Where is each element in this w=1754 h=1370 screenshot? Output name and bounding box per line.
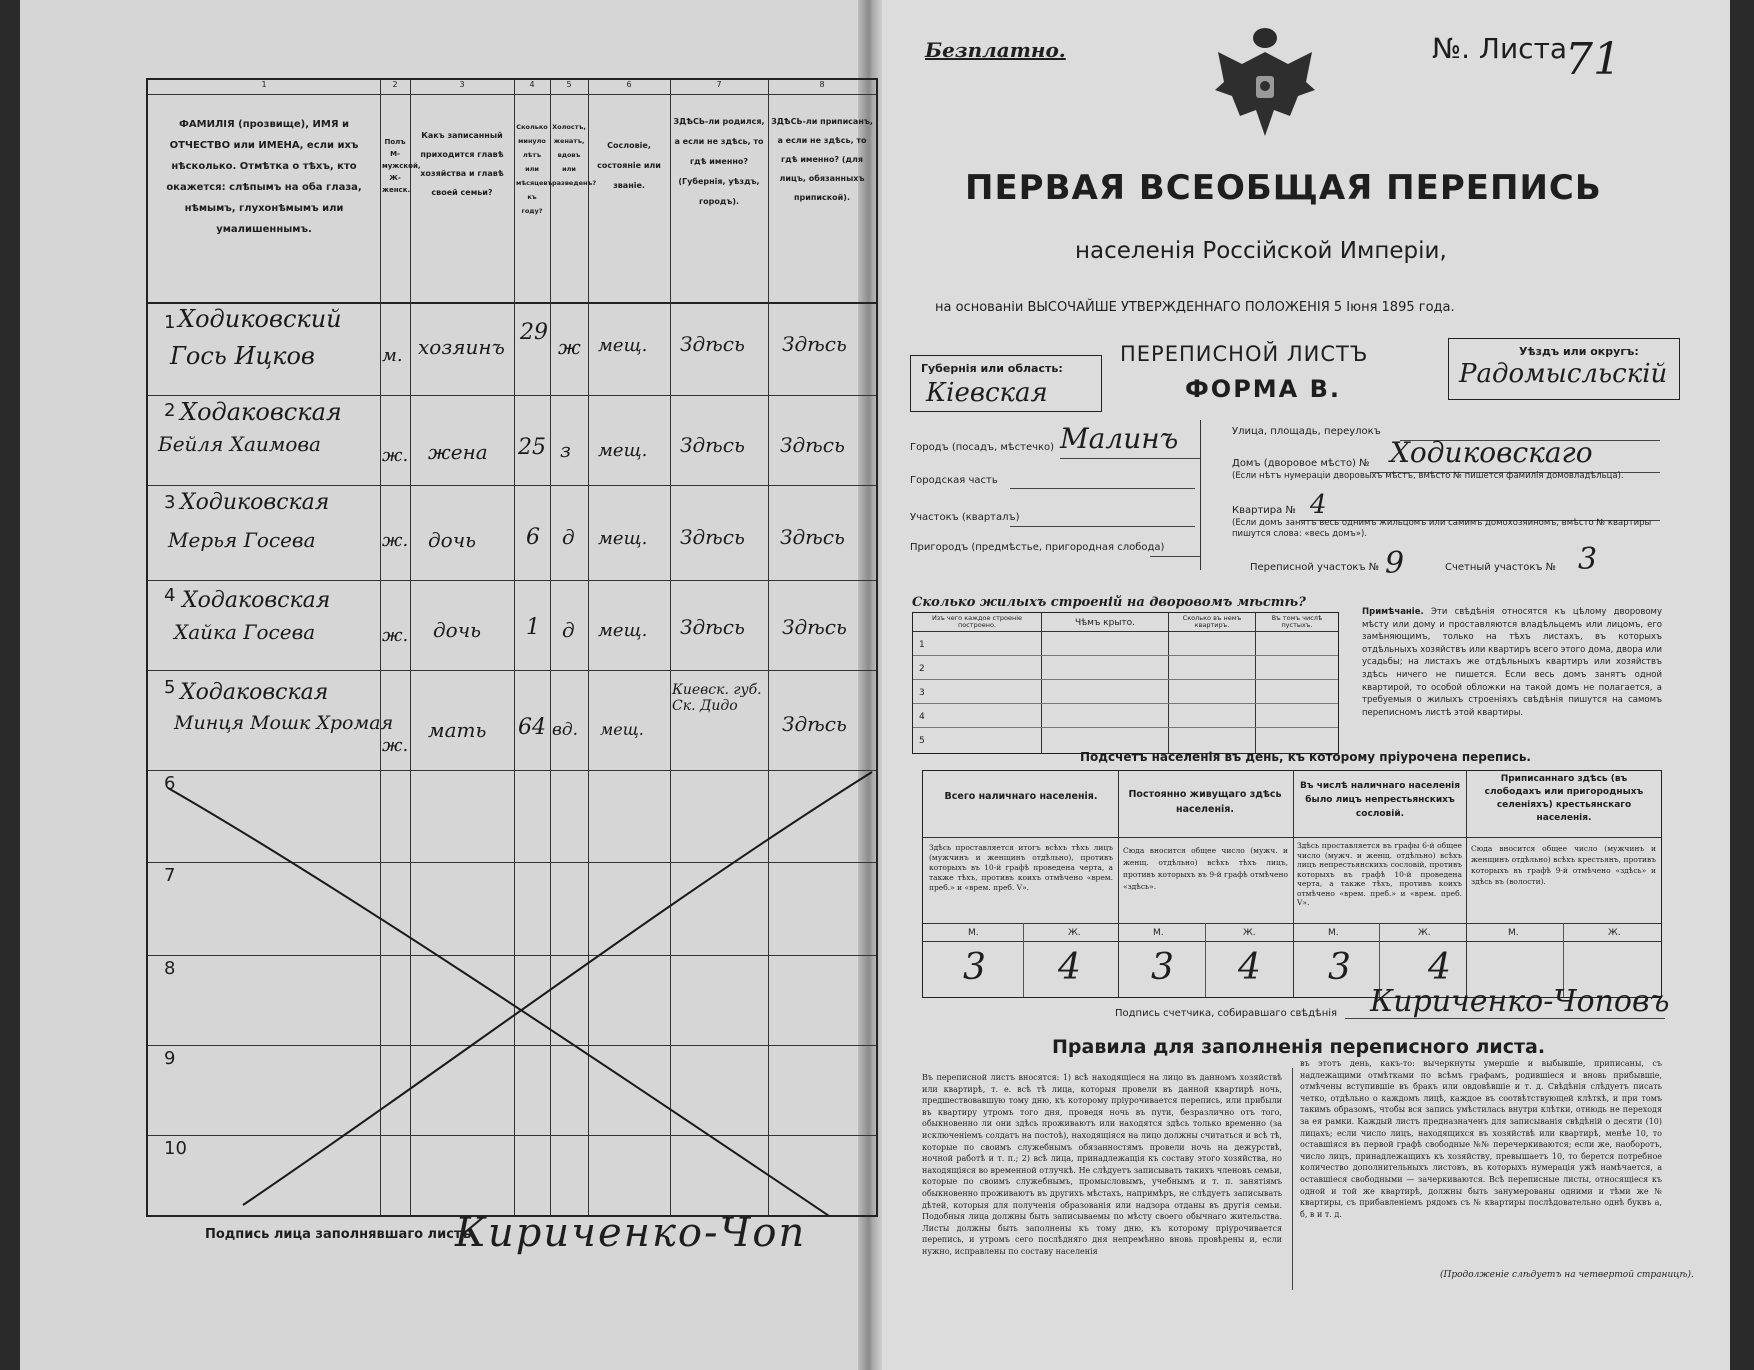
buildings-note <box>1362 606 1662 719</box>
uezd-label: Уѣздъ или округъ: <box>1519 345 1639 358</box>
signature-label: Подпись лица заполнявшаго листъ <box>205 1227 472 1242</box>
document-subtitle: населенія Россійской Имперіи, <box>1075 238 1447 264</box>
schetny-uchastok-value: 3 <box>1578 542 1598 577</box>
document-title: ПЕРВАЯ ВСЕОБЩАЯ ПЕРЕПИСЬ <box>965 168 1602 208</box>
col-number-7: 7 <box>716 80 722 89</box>
row-3-surname: Ходиковская <box>180 490 330 515</box>
buildings-header-apartments: Сколько въ немъ квартиръ. <box>1182 614 1242 629</box>
row-2-surname: Ходаковская <box>180 398 342 426</box>
buildings-row-4: 4 <box>919 712 925 722</box>
count-title: Подсчетъ населенія въ день, къ которому пріурочена перепись. <box>1080 750 1531 764</box>
row-3-estate: мещ. <box>598 528 648 549</box>
row-5-registered: Здѣсь <box>782 712 847 736</box>
row-5-sex: ж. <box>382 735 409 756</box>
row-1-relation: хозяинъ <box>418 335 505 359</box>
row-4-surname: Ходаковская <box>182 588 331 613</box>
row-2-given-name: Бейля Хаимова <box>158 432 321 456</box>
count-col3-m-value: 3 <box>1328 947 1351 988</box>
row-4-sex: ж. <box>382 625 409 646</box>
row-1-marital: ж <box>558 335 581 359</box>
row-2-registered: Здѣсь <box>780 433 845 457</box>
row-5-marital: вд. <box>552 720 579 740</box>
row-4-estate: мещ. <box>598 620 648 641</box>
header-birthplace: ЗДѢСЬ-ли родился, а если не здѣсь, то гдѣ именно? (Губернія, уѣздъ, городъ). <box>673 117 765 206</box>
buildings-row-1: 1 <box>919 640 925 650</box>
buildings-table <box>912 612 1339 754</box>
imperial-eagle-icon <box>1210 24 1320 144</box>
row-5-relation: мать <box>428 718 487 742</box>
count-col3-zh-label: Ж. <box>1418 928 1431 938</box>
col-number-1: 1 <box>261 80 267 89</box>
count-col1-m-label: М. <box>968 928 979 938</box>
buildings-header-roof: Чѣмъ крыто. <box>1074 618 1136 628</box>
row-1-birthplace: Здѣсь <box>680 332 745 356</box>
row-5-birthplace: Киевск. губ. Ск. Дидо <box>672 682 762 714</box>
row-4-marital: д <box>562 618 575 642</box>
count-col2-zh-label: Ж. <box>1243 928 1256 938</box>
row-5-given-name: Минця Мошк Хромая <box>174 712 394 734</box>
row-3-sex: ж. <box>382 530 409 551</box>
dom-label: Домъ (дворовое мѣсто) № <box>1232 458 1370 469</box>
uchastok-label: Участокъ (кварталъ) <box>910 512 1020 523</box>
rules-text-left: Въ переписной листъ вносятся: 1) всѣ находящіеся на лицо въ данномъ хозяйствѣ или квартирѣ, т. е. всѣ тѣ лица, которыя провели въ данной квартирѣ ночь, предшествовавшую тому дню, къ которому пріурочивается перепись, или прибыли въ квартиру утромъ того дня, проведя ночь въ пути, безразлично отъ того, обыкновенно ли они здѣсь проживаютъ или находятся здѣсь только временно (за исключеніемъ солдатъ на постоѣ), находящіяся на лицо должны считаться и всѣ тѣ, которые по своимъ служебнымъ обязанностямъ провели ночь на дежурствѣ, ночной работѣ и т. п.; 2) всѣ лица, принадлежащія къ составу этого хозяйства, но находящіяся во временной отлучкѣ. Не слѣдуетъ записывать такихъ членовъ семьи, которые по своимъ служебнымъ, промысловымъ, учебнымъ и т. п. занятіямъ обыкновенно проживаютъ въ другихъ мѣстахъ, напримѣръ, не слѣдуетъ записывать дѣтей, которыя для полученія образованія или надзора отданы въ другія семьи. Подобныя лица должны быть записываемы по мѣсту своего обычнаго жительства. Листы должны быть заполнены къ тому дню, къ которому пріурочивается перепись, и утромъ сего послѣдняго дня непремѣнно вновь провѣрены и, если нужно, исправлены по составу населенія <box>922 1073 1282 1256</box>
row-4-relation: дочь <box>433 618 482 642</box>
row-6-number: 6 <box>164 773 176 794</box>
free-label: Безплатно. <box>925 38 1066 62</box>
col-number-8: 8 <box>819 80 825 89</box>
count-col1-m-value: 3 <box>963 947 986 988</box>
buildings-header-material: Изъ чего каждое строеніе построено. <box>931 614 1023 629</box>
count-col3-desc: Здѣсь проставляется въ графы 6-й общее число (мужч. и женщ. отдѣльно) всѣхъ лицъ непрестьянскихъ сословій, противъ которыхъ въ графѣ 10-й проведена черта, а также тѣхъ, противъ коихъ отмѣчено «врем. преб.» и «врем. преб. V». <box>1297 841 1462 907</box>
count-col1-desc: Здѣсь проставляется итогъ всѣхъ тѣхъ лицъ (мужчинъ и женщинъ отдѣльно), противъ которыхъ въ 10-й графѣ проведена черта, а также тѣхъ, противъ коихъ отмѣчено «врем. преб.» и «врем. преб. V». <box>929 843 1113 892</box>
count-col4-zh-label: Ж. <box>1608 928 1621 938</box>
row-4-birthplace: Здѣсь <box>680 615 745 639</box>
sheet-number-label: №. Листа <box>1432 32 1568 65</box>
col-number-6: 6 <box>626 80 632 89</box>
count-col3-zh-value: 4 <box>1428 947 1451 988</box>
kvartira-value: 4 <box>1310 490 1327 520</box>
row-4-number: 4 <box>164 585 176 606</box>
row-1-surname: Ходиковский <box>178 305 342 333</box>
header-relation: Какъ записанный приходится главѣ хозяйства и главѣ своей семьи? <box>420 131 504 197</box>
row-3-number: 3 <box>164 492 176 513</box>
form-letter: ФОРМА В. <box>1185 375 1342 403</box>
count-col4-m-label: М. <box>1508 928 1519 938</box>
gubernia-value: Кіевская <box>926 378 1048 408</box>
col-number-3: 3 <box>459 80 465 89</box>
header-marital: Холостъ, женатъ, вдовъ или разведенъ? <box>552 123 597 187</box>
buildings-row-5: 5 <box>919 736 925 746</box>
row-2-age: 25 <box>518 435 546 460</box>
row-3-given-name: Мерья Госева <box>168 528 316 552</box>
gorod-label: Городъ (посадъ, мѣстечко) <box>910 442 1055 453</box>
count-col1-zh-value: 4 <box>1058 947 1081 988</box>
row-4-registered: Здѣсь <box>782 615 847 639</box>
counter-signature-label: Подпись счетчика, собиравшаго свѣдѣнія <box>1115 1008 1338 1019</box>
buildings-row-3: 3 <box>919 688 925 698</box>
col-number-5: 5 <box>566 80 572 89</box>
count-col1-zh-label: Ж. <box>1068 928 1081 938</box>
row-5-age: 64 <box>518 715 546 740</box>
row-1-estate: мещ. <box>598 335 648 356</box>
row-3-marital: д <box>562 525 575 549</box>
row-5-estate: мещ. <box>600 720 644 739</box>
count-col4-desc: Сюда вносится общее число (мужчинъ и женщинъ отдѣльно) всѣхъ крестьянъ, противъ которыхъ въ графѣ 9-й отмѣчено «здѣсь» и здѣсь въ (волости). <box>1471 844 1656 886</box>
row-4-given-name: Хайка Госева <box>174 620 316 644</box>
header-sex: Полъ М-мужской, Ж-женск. <box>382 138 421 194</box>
col-number-2: 2 <box>392 80 398 89</box>
count-table <box>922 770 1662 998</box>
count-col3-head: Въ числѣ наличнаго населенія было лицъ непрестьянскихъ сословій. <box>1299 781 1461 819</box>
row-5-number: 5 <box>164 677 176 698</box>
count-col2-zh-value: 4 <box>1238 947 1261 988</box>
row-2-estate: мещ. <box>598 440 648 461</box>
row-1-given-name: Гось Ицков <box>170 342 315 370</box>
count-col1-head: Всего наличнаго населенія. <box>944 791 1098 802</box>
ulitsa-label: Улица, площадь, переулокъ <box>1232 426 1381 437</box>
counter-signature-value: Кириченко-Чоповъ <box>1370 984 1670 1019</box>
row-7-number: 7 <box>164 865 176 886</box>
row-1-sex: м. <box>382 345 403 366</box>
buildings-header-empty: Въ томъ числѣ пустыхъ. <box>1271 614 1323 629</box>
rules-title: Правила для заполненія переписного листа. <box>1052 1036 1546 1058</box>
gorodskaya-chast-label: Городская часть <box>910 475 998 486</box>
row-1-registered: Здѣсь <box>782 332 847 356</box>
schetny-uchastok-label: Счетный участокъ № <box>1445 562 1557 573</box>
count-col3-m-label: М. <box>1328 928 1339 938</box>
row-3-birthplace: Здѣсь <box>680 525 745 549</box>
buildings-question: Сколько жилыхъ строеній на дворовомъ мѣстѣ? <box>912 595 1306 610</box>
header-age: Сколько минуло лѣтъ или мѣсяцевъ къ году? <box>516 123 553 215</box>
document-basis: на основаніи ВЫСОЧАЙШЕ УТВЕРЖДЕННАГО ПОЛОЖЕНІЯ 5 Іюня 1895 года. <box>935 300 1455 315</box>
perepisnoy-uchastok-value: 9 <box>1385 546 1405 581</box>
count-col2-m-value: 3 <box>1151 947 1174 988</box>
buildings-row-2: 2 <box>919 664 925 674</box>
header-registered: ЗДѢСЬ-ли приписанъ, а если не здѣсь, то гдѣ именно? (для лицъ, обязанныхъ припиской). <box>771 117 873 202</box>
perepisnoy-uchastok-label: Переписной участокъ № <box>1250 562 1380 573</box>
kvartira-label: Квартира № <box>1232 505 1296 516</box>
dom-value: Ходиковскаго <box>1390 436 1593 469</box>
count-col2-head: Постоянно живущаго здѣсь населенія. <box>1128 789 1282 815</box>
rules-text-right: въ этотъ день, какъ-то: вычеркнуты умершіе и выбывшіе, приписаны, съ надлежащими отмѣтками по всѣмъ графамъ, родившіеся и вновь прибывшіе, отмѣчены вступившіе въ бракъ или овдовѣвшіе и т. д. Свѣдѣнія слѣдуетъ писать четко, отдѣльно о каждомъ лицѣ, каждое въ соотвѣтствующей клѣткѣ, и при томъ такимъ образомъ, чтобы вся запись умѣстилась внутри клѣтки, отнюдь не переходя за ея рамки. Каждый листъ предназначенъ для записыванія свѣдѣній о десяти (10) лицахъ; если число лицъ, находящихся въ хозяйствѣ или квартирѣ, менѣе 10, то оставшіяся въ первой графѣ свободные №№ перечеркиваются; если же, наоборотъ, число лицъ, принадлежащихъ къ хозяйству, превышаетъ 10, то берется потребное количество дополнительныхъ листовъ, въ которыхъ нумерація ужѣ намѣчается, а оставшіеся свободными — зачеркиваются. Всѣ переписные листы, относящіеся къ одной и той же квартирѣ, должны быть занумерованы одними и тѣми же № квартиры, съ прибавленіемъ рядомъ съ № квартиры послѣдовательно однѣ буквъ а, б, в и т. д. <box>1300 1059 1662 1219</box>
row-3-age: 6 <box>526 525 540 550</box>
row-2-birthplace: Здѣсь <box>680 433 745 457</box>
prigorod-label: Пригородъ (предмѣстье, пригородная слобода) <box>910 542 1165 553</box>
census-table <box>146 78 878 1217</box>
gorod-value: Малинъ <box>1060 422 1179 455</box>
signature-value: Кириченко-Чоп <box>455 1210 807 1256</box>
row-1-age: 29 <box>520 320 548 345</box>
row-2-number: 2 <box>164 400 176 421</box>
gubernia-label: Губернія или область: <box>921 362 1063 375</box>
kvartira-note: (Если домъ занятъ весь однимъ жильцомъ или самимъ домохозяиномъ, вмѣсто № квартиры пишутся слова: «весь домъ»). <box>1232 518 1652 539</box>
header-estate: Сословіе, состояніе или званіе. <box>597 141 661 190</box>
crossed-out-rows-mark <box>148 80 876 1215</box>
count-col4-head: Приписаннаго здѣсь (въ слободахъ или пригородныхъ селеніяхъ) крестьянскаго населенія. <box>1484 774 1644 823</box>
count-col2-m-label: М. <box>1153 928 1164 938</box>
gubernia-box <box>910 355 1102 412</box>
row-8-number: 8 <box>164 958 176 979</box>
buildings-note-text: Эти свѣдѣнія относятся къ цѣлому дворовому мѣсту или дому и проставляются владѣльцемъ или лицомъ, его замѣняющимъ, только на тѣхъ листахъ, въ которыхъ отдѣльныхъ хозяйствъ или квартиръ всего этого дома, двора или усадьбы; на листахъ же отдѣльныхъ квартиръ или хозяйствъ здѣсь ничего не пишется. Если весь домъ занятъ одной квартирой, то особой обложки на такой домъ не полагается, а требуемыя о жилыхъ строеніяхъ свѣдѣнія пишутся на самомъ переписномъ листѣ этой квартиры. <box>1362 607 1662 718</box>
row-3-registered: Здѣсь <box>780 525 845 549</box>
count-col2-desc: Сюда вносится общее число (мужч. и женщ. отдѣльно) всѣхъ тѣхъ лицъ, противъ которыхъ въ 9-й графѣ отмѣчено «здѣсь». <box>1123 846 1288 891</box>
form-title: ПЕРЕПИСНОЙ ЛИСТЪ <box>1120 342 1369 366</box>
rules-footer: (Продолженіе слѣдуетъ на четвертой страницѣ). <box>1440 1270 1694 1280</box>
row-3-relation: дочь <box>428 528 477 552</box>
row-10-number: 10 <box>164 1138 187 1159</box>
row-4-age: 1 <box>526 615 540 640</box>
buildings-note-label: Примѣчаніе. <box>1362 607 1424 617</box>
row-2-sex: ж. <box>382 445 409 466</box>
row-2-relation: жена <box>428 440 488 464</box>
uezd-value: Радомысльскій <box>1459 359 1668 389</box>
sheet-number-value: 71 <box>1565 34 1621 85</box>
row-9-number: 9 <box>164 1048 176 1069</box>
row-1-number: 1 <box>164 312 176 333</box>
col-number-4: 4 <box>529 80 535 89</box>
row-2-marital: з <box>560 438 571 462</box>
dom-note: (Если нѣтъ нумераціи дворовыхъ мѣстъ, вмѣсто № пишется фамилія домовладѣльца). <box>1232 471 1624 481</box>
uezd-box <box>1448 338 1680 400</box>
header-name: ФАМИЛІЯ (прозвище), ИМЯ и ОТЧЕСТВО или ИМЕНА, если ихъ нѣсколько. Отмѣтка о тѣхъ, кто окажется: слѣпымъ на оба глаза, нѣмымъ, глухонѣмымъ или умалишеннымъ. <box>166 119 362 235</box>
row-5-surname: Ходаковская <box>180 680 329 705</box>
